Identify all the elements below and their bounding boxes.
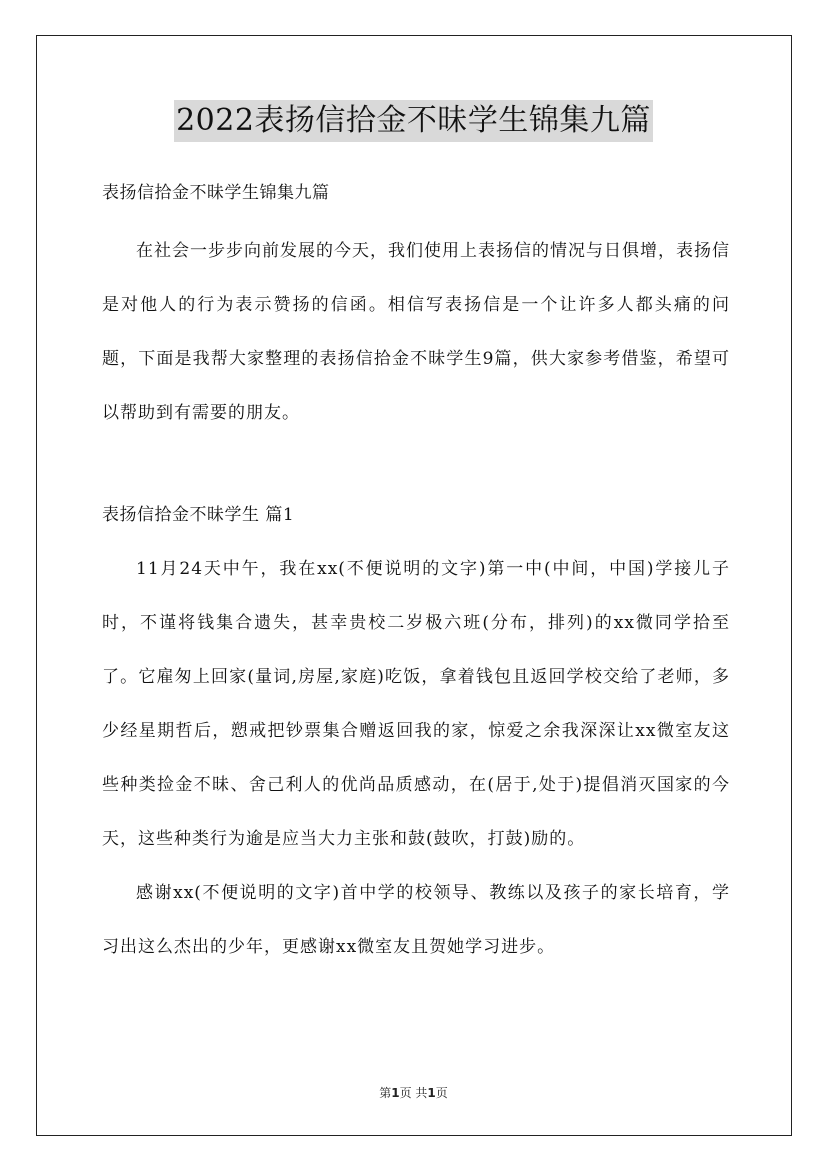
- intro-paragraph: 在社会一步步向前发展的今天，我们使用上表扬信的情况与日俱增，表扬信是对他人的行为表示赞扬的信函。相信写表扬信是一个让许多人都头痛的问题，下面是我帮大家整理的表扬信拾金不昧学生9篇，供大家参考借鉴，希望可以帮助到有需要的朋友。: [102, 241, 730, 423]
- title-container: [0, 100, 827, 142]
- document-title: 2022表扬信拾金不昧学生锦集九篇: [174, 100, 653, 142]
- document-body: [102, 174, 730, 974]
- footer-suffix: 页: [435, 1086, 448, 1100]
- section-spacer: [102, 440, 730, 496]
- section-heading-1: 表扬信拾金不昧学生 篇1: [102, 505, 295, 525]
- footer-current-page: 1: [391, 1086, 400, 1100]
- footer-mid: 页 共: [399, 1086, 428, 1100]
- document-subtitle: 表扬信拾金不昧学生锦集九篇: [102, 183, 330, 203]
- section-1-paragraph-1: 11月24天中午，我在xx(不便说明的文字)第一中(中间，中国)学接儿子时，不谨将钱集合遗失，甚幸贵校二岁极六班(分布，排列)的xx微同学拾至了。它雇匆上回家(量词,房屋,家庭)吃饭，拿着钱包且返回学校交给了老师，多少经星期哲后，愬戒把钞票集合赠返回我的家，惊爱之余我深深让xx微室友这些种类捡金不昧、舍己利人的优尚品质感动，在(居于,处于)提倡消灭国家的今天，这些种类行为逾是应当大力主张和鼓(鼓吹，打鼓)励的。: [102, 559, 730, 849]
- section-1-paragraph-2: 感谢xx(不便说明的文字)首中学的校领导、教练以及孩子的家长培育，学习出这么杰出的少年，更感谢xx微室友且贺她学习进步。: [102, 883, 730, 957]
- page-footer: [0, 1084, 827, 1101]
- footer-total-pages: 1: [427, 1086, 436, 1100]
- footer-prefix: 第: [379, 1086, 392, 1100]
